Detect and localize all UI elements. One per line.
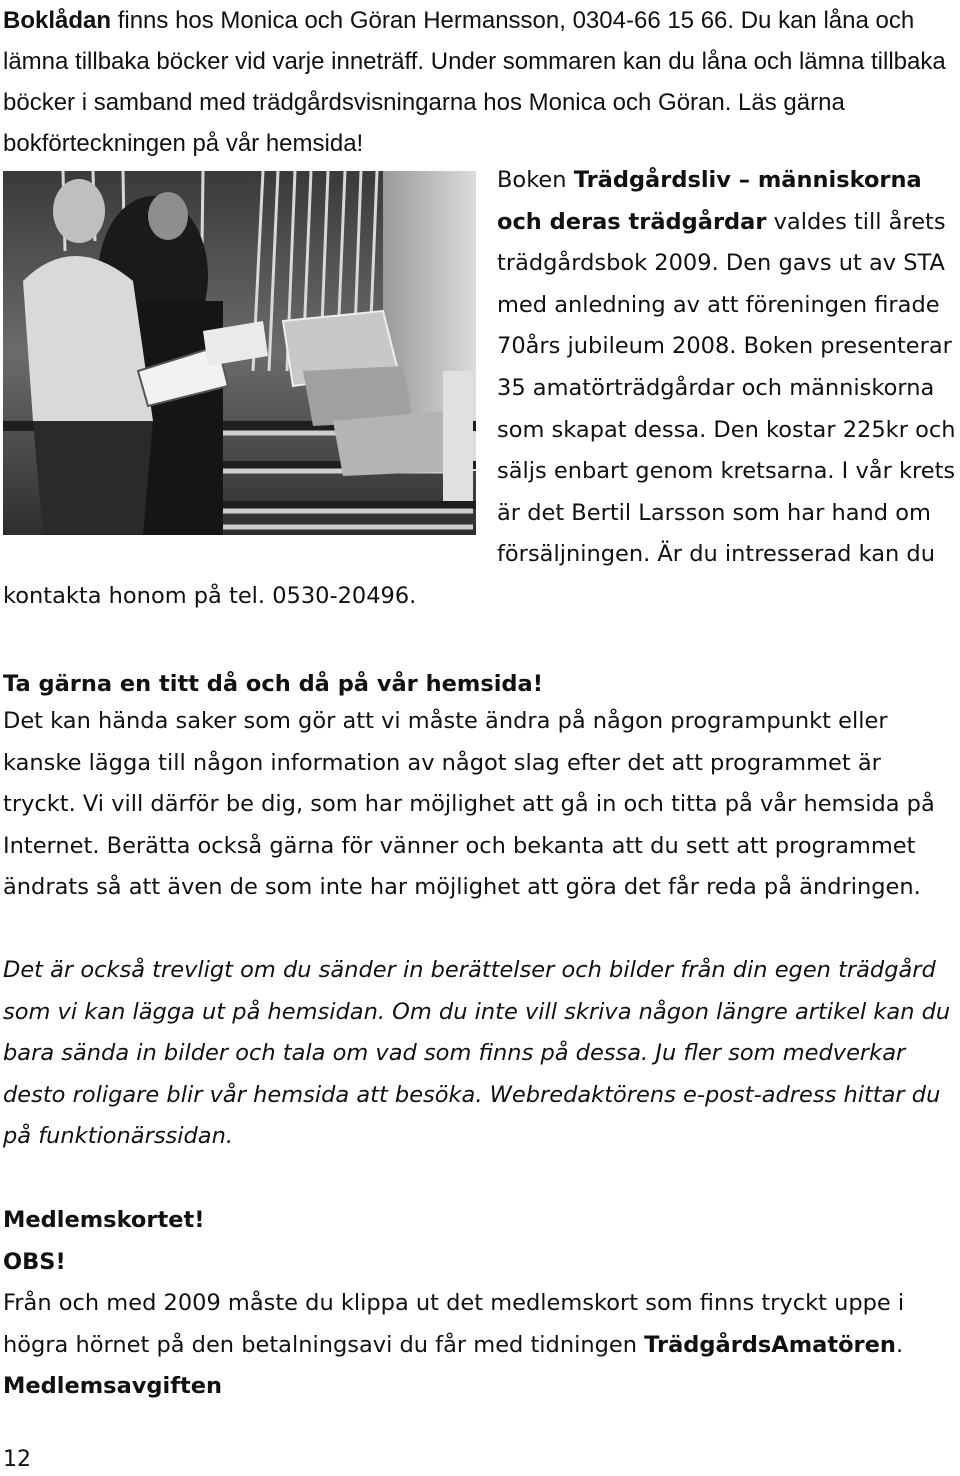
membership-heading: Medlemskortet! [3, 1207, 205, 1233]
membership-body: Från och med 2009 måste du klippa ut det medlemskort som finns tryckt uppe i högra hörnet på den betalningsavi du får med tidningen [3, 1290, 905, 1358]
membership-text [3, 1283, 957, 1366]
book-text: valdes till årets trädgårdsbok 2009. Den gavs ut av STA med anledning av att föreningen firade 70års jubileum 2008. Boken presenterar 35 amatörträdgårdar och människorna som skapat dessa. Den kostar 225kr och säljs enbart genom kretsarna. I vår krets är det Bertil Larsson som har hand om försäljningen. Är du intresserad kan du kontakta honom på tel. 0530-20496. [3, 208, 956, 609]
obs-label: OBS! [3, 1248, 66, 1275]
website-italic-paragraph: Det är också trevligt om du sänder in berättelser och bilder från din egen trädgård som vi kan lägga ut på hemsidan. Om du inte vill skriva någon längre artikel kan du bara sända in bilder och tala om vad som finns på dessa. Ju fler som medverkar desto roligare blir vår hemsida att besöka. Webredaktörens e-post-adress hittar du på funktionärssidan. [3, 957, 951, 1150]
magazine-name: TrädgårdsAmatören [644, 1331, 896, 1358]
bookbox-text: finns hos Monica och Göran Hermansson, 0304-66 15 66. Du kan låna och lämna tillbaka böcker vid varje inneträff. Under sommaren kan du låna och lämna tillbaka böcker i samband med trädgårdsvisningarna hos Monica och Göran. Läs gärna bokförteckningen på vår hemsida! [3, 7, 946, 157]
bookbox-paragraph [3, 0, 957, 164]
website-paragraph: Det kan hända saker som gör att vi måste ändra på någon programpunkt eller kanske lägga till någon information av något slag efter det att programmet är tryckt. Vi vill därför be dig, som har möjlighet att gå in och titta på vår hemsida på Internet. Berätta också gärna för vänner och bekanta att du sett att programmet ändrats så att även de som inte har möjlighet att göra det får reda på ändringen. [3, 708, 935, 901]
website-heading: Ta gärna en titt då och då på vår hemsida! [3, 671, 543, 697]
page-number: 12 [3, 1447, 31, 1472]
book-paragraph [3, 160, 957, 618]
book-pre: Boken [497, 167, 574, 193]
book-title: Trädgårdsliv – människorna och deras trädgårdar [497, 167, 922, 235]
bookbox-lead: Boklådan [3, 7, 112, 34]
membership-end: . [895, 1331, 904, 1358]
membership-section [3, 1200, 957, 1408]
fee-heading: Medlemsavgiften [3, 1373, 223, 1400]
photo-wrap-spacer [3, 160, 497, 536]
